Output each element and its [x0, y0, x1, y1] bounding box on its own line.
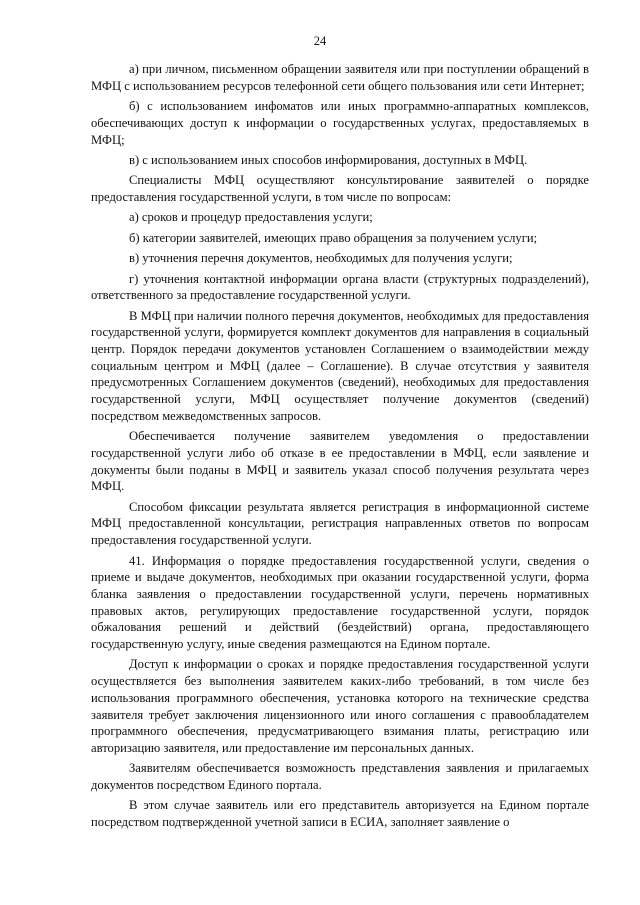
document-body — [91, 61, 589, 835]
paragraph: Доступ к информации о сроках и порядке предоставления государственной услуги осуществляется без выполнения заявителем каких-либо требований, в том числе без использования программного обеспечения, установка которого на технические средства заявителя требует заключения лицензионного или иного соглашения с правообладателем программного обеспечения, предусматривающего взимания платы, регистрацию или авторизацию заявителя, или предоставление им персональных данных. — [91, 657, 589, 755]
page-number: 24 — [313, 34, 327, 48]
paragraph: в) уточнения перечня документов, необходимых для получения услуги; — [129, 251, 513, 266]
paragraph: а) сроков и процедур предоставления услуги; — [129, 210, 373, 225]
paragraph: Обеспечивается получение заявителем уведомления о предоставлении государственной услуги либо об отказе в ее предоставлении в МФЦ, если заявление и документы были поданы в МФЦ и заявитель указал способ получения результата через МФЦ. — [91, 429, 589, 494]
paragraph: б) категории заявителей, имеющих право обращения за получением услуги; — [129, 230, 538, 245]
paragraph: в) с использованием иных способов информирования, доступных в МФЦ. — [129, 152, 528, 167]
paragraph: б) с использованием инфоматов или иных программно-аппаратных комплексов, обеспечивающих доступ к информации о государственных услугах, предоставляемых в МФЦ; — [91, 99, 589, 147]
paragraph: Специалисты МФЦ осуществляют консультирование заявителей о порядке предоставления государственной услуги, в том числе по вопросам: — [91, 173, 589, 204]
paragraph: 41. Информация о порядке предоставления государственной услуги, сведения о приеме и выдаче документов, необходимых при оказании государственной услуги, форма бланка заявления о предоставлении государственной услуги, перечень нормативных правовых актов, регулирующих предоставление государственной услуги, порядок обжалования решений и действий (бездействий) органа, предоставляющего государственную услугу, иные сведения размещаются на Едином портале. — [91, 553, 589, 652]
paragraph: г) уточнения контактной информации органа власти (структурных подразделений), ответственного за предоставление государственной услуги. — [91, 271, 589, 303]
paragraph: Заявителям обеспечивается возможность представления заявления и прилагаемых документов посредством Единого портала. — [91, 761, 589, 793]
paragraph: В этом случае заявитель или его представитель авторизуется на Едином портале посредством подтвержденной учетной записи в ЕСИА, заполняет заявление о — [91, 798, 589, 830]
paragraph: а) при личном, письменном обращении заявителя или при поступлении обращений в МФЦ с использованием ресурсов телефонной сети общего пользования или сети Интернет; — [91, 62, 589, 93]
paragraph: Способом фиксации результата является регистрация в информационной системе МФЦ предоставленной консультации, регистрация направленных ответов по вопросам предоставления государственной услуги. — [91, 499, 589, 548]
paragraph: В МФЦ при наличии полного перечня документов, необходимых для предоставления государственной услуги, формируется комплект документов для направления в социальный центр. Порядок передачи документов установлен Соглашением о взаимодействии между социальным центром и МФЦ (далее – Соглашение). В случае отсутствия у заявителя предусмотренных Соглашением документов (сведений), необходимых для предоставления государственной услуги, МФЦ осуществляет получение документов (сведений) посредством межведомственных запросов. — [91, 308, 589, 423]
